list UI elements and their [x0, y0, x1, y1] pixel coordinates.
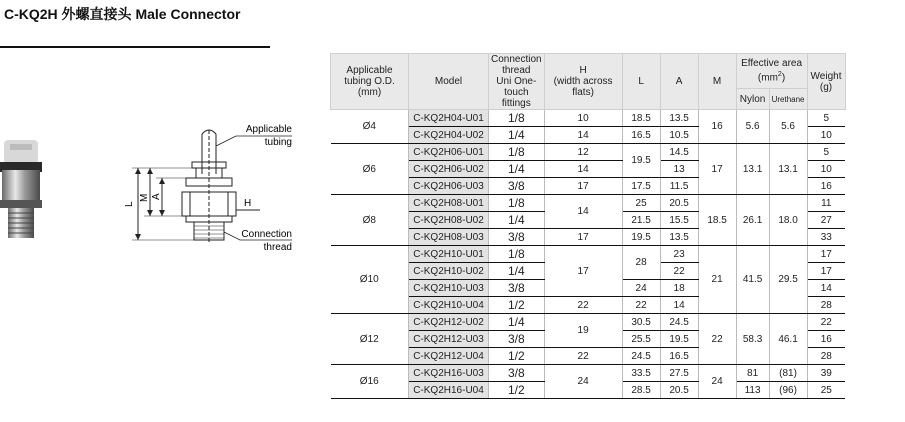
product-photo	[0, 140, 42, 242]
model-cell: C-KQ2H06-U02	[409, 161, 489, 178]
model-cell: C-KQ2H08-U01	[409, 195, 489, 212]
thread-cell: 3/8	[489, 280, 545, 297]
a-cell: 20.5	[660, 382, 698, 399]
h-cell: 17	[544, 178, 622, 195]
table-row	[331, 110, 846, 127]
header-effective-area: Effective area $(mm^2)$	[736, 54, 807, 89]
model-cell: C-KQ2H16-U03	[409, 365, 489, 382]
a-cell: 14	[660, 297, 698, 314]
h-cell: 14	[544, 127, 622, 144]
l-cell: 25.5	[622, 331, 660, 348]
a-cell: 27.5	[660, 365, 698, 382]
title-underline	[0, 46, 270, 48]
l-cell: 25	[622, 195, 660, 212]
model-cell: C-KQ2H12-U03	[409, 331, 489, 348]
tubing-od-cell: Ø10	[331, 246, 409, 314]
model-cell: C-KQ2H12-U04	[409, 348, 489, 365]
dim-a-label: A	[151, 193, 162, 200]
a-cell: 13.5	[660, 110, 698, 127]
weight-cell: 5	[807, 110, 845, 127]
h-cell: 17	[544, 246, 622, 297]
a-cell: 18	[660, 280, 698, 297]
weight-cell: 28	[807, 297, 845, 314]
weight-cell: 16	[807, 331, 845, 348]
thread-cell: 3/8	[489, 229, 545, 246]
thread-cell: 1/2	[489, 382, 545, 399]
l-cell: 19.5	[622, 229, 660, 246]
nylon-cell: 81	[736, 365, 769, 382]
thread-cell: 1/2	[489, 348, 545, 365]
table-row	[331, 144, 846, 161]
header-urethane: Urethane	[769, 89, 807, 110]
tubing-od-cell: Ø8	[331, 195, 409, 246]
a-cell: 22	[660, 263, 698, 280]
h-cell: 12	[544, 144, 622, 161]
weight-cell: 17	[807, 246, 845, 263]
weight-cell: 17	[807, 263, 845, 280]
urethane-cell: 13.1	[769, 144, 807, 195]
thread-cell: 1/4	[489, 212, 545, 229]
l-cell: 33.5	[622, 365, 660, 382]
m-cell: 18.5	[698, 195, 736, 246]
m-cell: 24	[698, 365, 736, 399]
weight-cell: 22	[807, 314, 845, 331]
weight-cell: 14	[807, 280, 845, 297]
h-cell: 22	[544, 348, 622, 365]
a-cell: 11.5	[660, 178, 698, 195]
m-cell: 16	[698, 110, 736, 144]
thread-cell: 1/8	[489, 144, 545, 161]
a-cell: 13.5	[660, 229, 698, 246]
header-model: Model	[409, 54, 489, 110]
header-weight: Weight (g)	[807, 54, 845, 110]
urethane-cell: (81)	[769, 365, 807, 382]
nylon-cell: 41.5	[736, 246, 769, 314]
thread-cell: 1/8	[489, 195, 545, 212]
thread-cell: 1/2	[489, 297, 545, 314]
model-cell: C-KQ2H08-U02	[409, 212, 489, 229]
weight-cell: 11	[807, 195, 845, 212]
tubing-od-cell: Ø16	[331, 365, 409, 399]
l-cell: 24.5	[622, 348, 660, 365]
thread-cell: 3/8	[489, 331, 545, 348]
weight-cell: 39	[807, 365, 845, 382]
h-cell: 14	[544, 195, 622, 229]
urethane-cell: 29.5	[769, 246, 807, 314]
table-row	[331, 246, 846, 263]
model-cell: C-KQ2H06-U03	[409, 178, 489, 195]
a-cell: 10.5	[660, 127, 698, 144]
dim-m-label: M	[139, 193, 150, 202]
header-h: H (width across flats)	[544, 54, 622, 110]
header-tubing: Applicable tubing O.D. (mm)	[331, 54, 409, 110]
weight-cell: 10	[807, 127, 845, 144]
h-cell: 24	[544, 365, 622, 399]
h-cell: 22	[544, 297, 622, 314]
l-cell: 17.5	[622, 178, 660, 195]
model-cell: C-KQ2H04-U01	[409, 110, 489, 127]
model-cell: C-KQ2H04-U02	[409, 127, 489, 144]
l-cell: 24	[622, 280, 660, 297]
l-cell: 22	[622, 297, 660, 314]
dim-l-label: L	[124, 201, 135, 207]
a-cell: 19.5	[660, 331, 698, 348]
label-connection-thread-line2: thread	[263, 242, 292, 253]
urethane-cell: 46.1	[769, 314, 807, 365]
table-row	[331, 365, 846, 382]
weight-cell: 27	[807, 212, 845, 229]
model-cell: C-KQ2H12-U02	[409, 314, 489, 331]
weight-cell: 25	[807, 382, 845, 399]
header-m: M	[698, 54, 736, 110]
label-applicable-tubing-line1: Applicable	[245, 124, 292, 135]
m-cell: 17	[698, 144, 736, 195]
model-cell: C-KQ2H10-U03	[409, 280, 489, 297]
nylon-cell: 113	[736, 382, 769, 399]
a-cell: 14.5	[660, 144, 698, 161]
h-cell: 14	[544, 161, 622, 178]
header-nylon: Nylon	[736, 89, 769, 110]
h-cell: 10	[544, 110, 622, 127]
tubing-od-cell: Ø6	[331, 144, 409, 195]
l-cell: 16.5	[622, 127, 660, 144]
header-connection-thread: Connection thread Uni One-touch fittings	[489, 54, 545, 110]
label-connection-thread-line1: Connection	[241, 229, 292, 240]
l-cell: 28.5	[622, 382, 660, 399]
thread-cell: 1/8	[489, 110, 545, 127]
model-cell: C-KQ2H10-U04	[409, 297, 489, 314]
thread-cell: 1/4	[489, 161, 545, 178]
m-cell: 21	[698, 246, 736, 314]
a-cell: 13	[660, 161, 698, 178]
a-cell: 15.5	[660, 212, 698, 229]
tubing-od-cell: Ø12	[331, 314, 409, 365]
thread-cell: 1/4	[489, 263, 545, 280]
thread-cell: 1/4	[489, 314, 545, 331]
nylon-cell: 58.3	[736, 314, 769, 365]
weight-cell: 16	[807, 178, 845, 195]
m-cell: 22	[698, 314, 736, 365]
header-l: L	[622, 54, 660, 110]
a-cell: 24.5	[660, 314, 698, 331]
spec-table	[330, 53, 846, 399]
weight-cell: 10	[807, 161, 845, 178]
h-cell: 17	[544, 229, 622, 246]
l-cell: 21.5	[622, 212, 660, 229]
model-cell: C-KQ2H10-U02	[409, 263, 489, 280]
weight-cell: 28	[807, 348, 845, 365]
a-cell: 20.5	[660, 195, 698, 212]
h-cell: 19	[544, 314, 622, 348]
header-a: A	[660, 54, 698, 110]
weight-cell: 33	[807, 229, 845, 246]
model-cell: C-KQ2H16-U04	[409, 382, 489, 399]
urethane-cell: 5.6	[769, 110, 807, 144]
l-cell: 30.5	[622, 314, 660, 331]
a-cell: 23	[660, 246, 698, 263]
model-cell: C-KQ2H06-U01	[409, 144, 489, 161]
thread-cell: 3/8	[489, 178, 545, 195]
l-cell: 18.5	[622, 110, 660, 127]
thread-cell: 1/4	[489, 127, 545, 144]
table-row	[331, 195, 846, 212]
urethane-cell: 18.0	[769, 195, 807, 246]
nylon-cell: 26.1	[736, 195, 769, 246]
urethane-cell: (96)	[769, 382, 807, 399]
nylon-cell: 13.1	[736, 144, 769, 195]
table-row	[331, 314, 846, 331]
a-cell: 16.5	[660, 348, 698, 365]
tubing-od-cell: Ø4	[331, 110, 409, 144]
model-cell: C-KQ2H08-U03	[409, 229, 489, 246]
model-cell: C-KQ2H10-U01	[409, 246, 489, 263]
label-applicable-tubing-line2: tubing	[264, 137, 292, 148]
nylon-cell: 5.6	[736, 110, 769, 144]
thread-cell: 3/8	[489, 365, 545, 382]
dim-h-label: H	[244, 198, 252, 209]
weight-cell: 5	[807, 144, 845, 161]
dimension-drawing	[120, 112, 320, 262]
l-cell: 28	[622, 246, 660, 280]
l-cell: 19.5	[622, 144, 660, 178]
thread-cell: 1/8	[489, 246, 545, 263]
page-title: C-KQ2H 外螺直接头 Male Connector	[4, 6, 241, 22]
